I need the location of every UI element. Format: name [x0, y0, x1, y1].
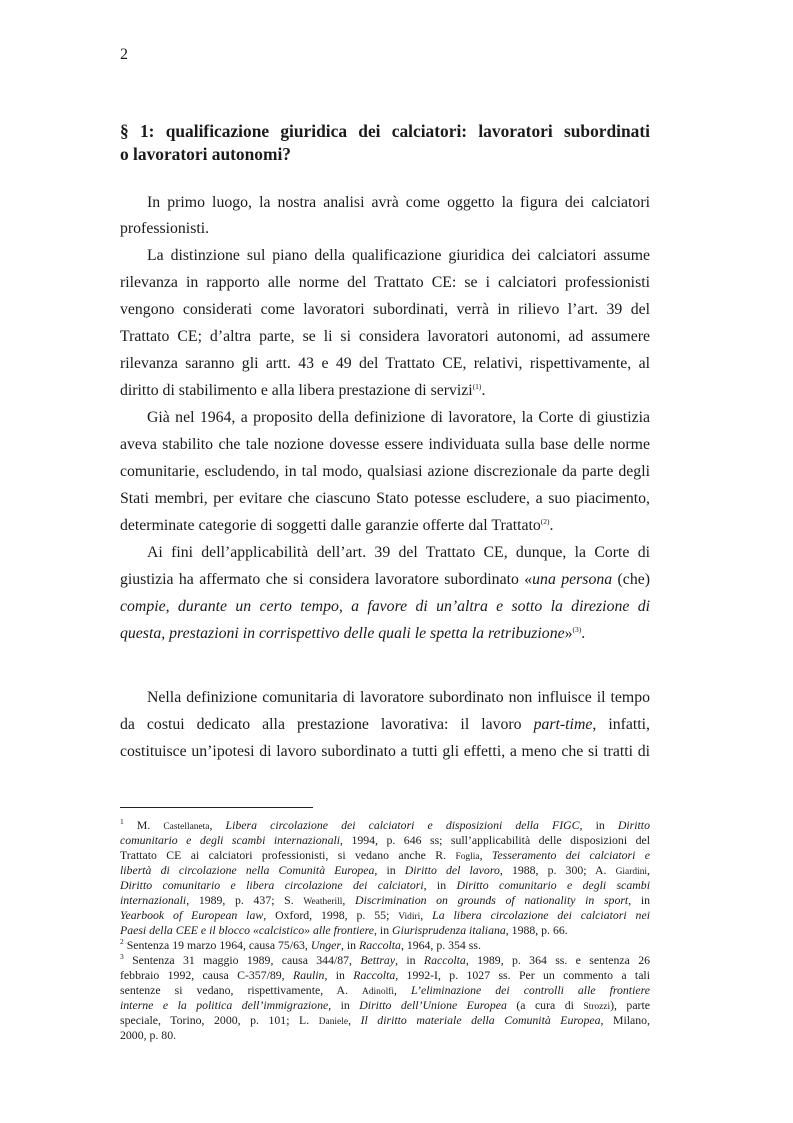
fn3-text: febbraio 1992, causa C-357/89, [120, 968, 293, 982]
fn1-text: Trattato CE ai calciatori professionisti, si vedano anche R. [120, 848, 456, 862]
fn1-journal: Diritto comunitario e degli scambi [456, 878, 650, 892]
footnote-1-line-8 [120, 923, 650, 938]
fn1-title: Discrimination on grounds of nationality in sport [355, 893, 629, 907]
fn1-journal: Diritto [617, 818, 650, 832]
footnote-3-line-6: 2000, p. 80. [120, 1028, 177, 1042]
p2-line-2: rilevanza in rapporto alle norme del Trattato CE: se i calciatori professionisti [120, 274, 650, 291]
page-number: 2 [120, 46, 128, 63]
fn3-author: Adinolfi [362, 987, 394, 997]
fn1-text: , Oxford, 1998, p. 55; [263, 908, 399, 922]
section-heading [120, 120, 650, 165]
p4-line-1: Ai fini dell’applicabilità dell’art. 39 del Trattato CE, dunque, la Corte di [147, 544, 650, 561]
fn3-case: Raulin [292, 968, 325, 982]
p4-line-4-dot: . [581, 625, 586, 642]
p3-line-5 [120, 516, 650, 536]
p4-line-2 [120, 570, 650, 590]
fn1-journal: internazionali [120, 893, 187, 907]
fn1-text: , 1988, p. 300; A. [499, 863, 616, 877]
fn3-title: Il diritto materiale della Comunità Europea [360, 1013, 601, 1027]
fn1-text: , in [374, 923, 393, 937]
fn1-title: Libera circolazione dei calciatori e disposizioni della FIGC [225, 818, 580, 832]
fn1-text: , in [423, 878, 457, 892]
p1-line-2: professionisti. [120, 220, 210, 237]
fn1-text: M. [123, 818, 164, 832]
fn1-text: , in [374, 863, 405, 877]
fn3-text: sentenze si vedano, rispettivamente, A. [120, 983, 362, 997]
fn2-journal: Raccolta [359, 938, 401, 952]
fn3-text: , 1992-I, p. 1027 ss. Per un commento a tali [395, 968, 650, 982]
p2-line-3: vengono considerati come lavoratori subordinati, verrà in rilievo l’art. 39 del [120, 301, 650, 318]
footnote-1-line-5 [120, 878, 650, 893]
footnote-3-line-1 [120, 953, 650, 968]
fn2-text: , in [340, 938, 359, 952]
fn1-author: Weatherill [303, 897, 343, 907]
fn3-text: , 1989, p. 364 ss. e sentenza 26 [465, 953, 651, 967]
fn2-case: Unger [310, 938, 341, 952]
p3-line-2: aveva stabilito che tale nozione dovesse essere individuata sulla base delle norme [120, 436, 650, 453]
p5-line-2-italic: part-time [533, 716, 593, 733]
fn3-text: , in [324, 968, 354, 982]
p4-line-4-italic: questa, prestazioni in corrispettivo delle quali le spetta la retribuzione [120, 625, 565, 642]
fn1-text: , 1988, p. 66. [505, 923, 568, 937]
p5-line-2-c: , infatti, [592, 716, 651, 733]
footnote-3-number: 3 [120, 952, 124, 961]
fn1-text: , 1994, p. 646 ss; sull’applicabilità delle disposizioni del [340, 833, 650, 847]
p4-line-2-c: (che) [612, 571, 650, 588]
p3-line-5-text: determinate categorie di soggetti dalle garanzie offerte dal Trattato [120, 517, 541, 534]
p3-line-5-end: . [549, 517, 554, 534]
p2-line-4: Trattato CE; d’altra parte, se li si considera lavoratori autonomi, ad assumere [120, 328, 650, 345]
fn3-text: , [348, 1013, 361, 1027]
p2-line-6-text: diritto di stabilimento e alla libera prestazione di servizi [120, 382, 473, 399]
fn1-title: La libera circolazione dei calciatori nei [432, 908, 650, 922]
footnote-2 [120, 938, 650, 953]
fn3-text: Sentenza 31 maggio 1989, causa 344/87, [123, 953, 361, 967]
fn3-text: , Milano, [600, 1013, 650, 1027]
fn1-journal: comunitario e degli scambi internazionali [120, 833, 341, 847]
p2-line-6 [120, 381, 650, 401]
fn1-journal: Yearbook of European law [120, 908, 264, 922]
fn1-text: , [342, 893, 356, 907]
p3-line-3: comunitarie, escludendo, in tal modo, qualsiasi azione discrezionale da parte degli [120, 463, 650, 480]
p1-line-1: In primo luogo, la nostra analisi avrà come oggetto la figura dei calciatori [147, 194, 650, 211]
p4-line-3 [120, 597, 650, 617]
fn3-case: Bettray [360, 953, 396, 967]
fn1-text: , [420, 908, 433, 922]
fn3-author: Daniele [318, 1017, 349, 1027]
footnote-1-line-2 [120, 833, 650, 848]
fn2-text: Sentenza 19 marzo 1964, causa 75/63, [123, 938, 311, 952]
p2-line-6-end: . [481, 382, 486, 399]
p2-line-5: rilevanza saranno gli artt. 43 e 49 del Trattato CE, relativi, rispettivamente, al [120, 355, 650, 372]
footnote-separator [120, 807, 313, 808]
fn1-author: Giardini [615, 867, 648, 877]
p4-line-2-italic: una persona [532, 571, 613, 588]
fn3-text: , in [395, 953, 424, 967]
fn1-journal: Giurisprudenza italiana [392, 923, 506, 937]
fn1-journal: Diritto del lavoro [404, 863, 500, 877]
fn3-title: L’eliminazione dei controlli alle frontiere [410, 983, 650, 997]
footnote-3-line-2 [120, 968, 650, 983]
p5-line-3: costituisce un’ipotesi di lavoro subordinato a tutti gli effetti, a meno che si tratti di [120, 743, 650, 760]
p4-line-4 [120, 624, 650, 644]
fn1-title: Tesseramento dei calciatori e [491, 848, 650, 862]
heading-line-1: § 1: qualificazione giuridica dei calciatori: lavoratori subordinati [120, 121, 650, 141]
fn1-text: , in [628, 893, 651, 907]
fn3-text: ), parte [610, 998, 650, 1012]
p2-line-1: La distinzione sul piano della qualificazione giuridica dei calciatori assume [147, 247, 650, 264]
fn1-author: Foglia [455, 852, 480, 862]
p5-line-1: Nella definizione comunitaria di lavoratore subordinato non influisce il tempo [147, 689, 650, 706]
fn3-text: speciale, Torino, 2000, p. 101; L. [120, 1013, 319, 1027]
fn1-title: Paesi della CEE e il blocco «calcistico» alle frontiere [120, 923, 375, 937]
p5-line-2-a: da costui dedicato alla prestazione lavorativa: il lavoro [120, 716, 534, 733]
p5-line-2 [120, 715, 650, 735]
fn2-text: , 1964, p. 354 ss. [400, 938, 481, 952]
heading-line-2: o lavoratori autonomi? [120, 143, 291, 164]
p4-line-4-quote: » [564, 625, 573, 642]
p4-line-3-italic: compie, durante un certo tempo, a favore di un’altra e sotto la direzione di [120, 598, 650, 615]
fn3-title: interne e la politica dell’immigrazione [120, 998, 329, 1012]
fn3-journal: Raccolta [353, 968, 396, 982]
fn3-journal: Raccolta [423, 953, 466, 967]
fn1-text: , in [579, 818, 618, 832]
footnote-1-number: 1 [120, 817, 124, 826]
footnote-2-number: 2 [120, 937, 124, 946]
fn1-text: , [479, 848, 492, 862]
footnote-ref-1[interactable]: (1) [472, 382, 482, 391]
p3-line-4: Stati membri, per evitare che ciascuno Stato potesse escludere, a suo piacimento, [120, 490, 650, 507]
fn3-journal: Diritto dell’Unione Europea [359, 998, 507, 1012]
footnote-ref-2[interactable]: (2) [540, 517, 550, 526]
fn1-author: Vidiri [398, 912, 421, 922]
fn1-author: Castellaneta [163, 822, 210, 832]
fn3-author: Strozzi [583, 1002, 611, 1012]
p4-line-2-a: giustizia ha affermato che si considera lavoratore subordinato « [120, 571, 533, 588]
fn1-text: , [647, 863, 650, 877]
fn3-text: , [393, 983, 411, 997]
fn1-title: libertà di circolazione nella Comunità Europea [120, 863, 375, 877]
fn3-text: , in [328, 998, 360, 1012]
fn1-text: , 1989, p. 437; S. [186, 893, 304, 907]
fn1-text: , [209, 818, 226, 832]
fn1-title: Diritto comunitario e libera circolazione dei calciatori [120, 878, 424, 892]
fn3-text: (a cura di [506, 998, 584, 1012]
p3-line-1: Già nel 1964, a proposito della definizione di lavoratore, la Corte di giustizia [147, 409, 650, 426]
footnote-ref-3[interactable]: (3) [572, 625, 582, 634]
